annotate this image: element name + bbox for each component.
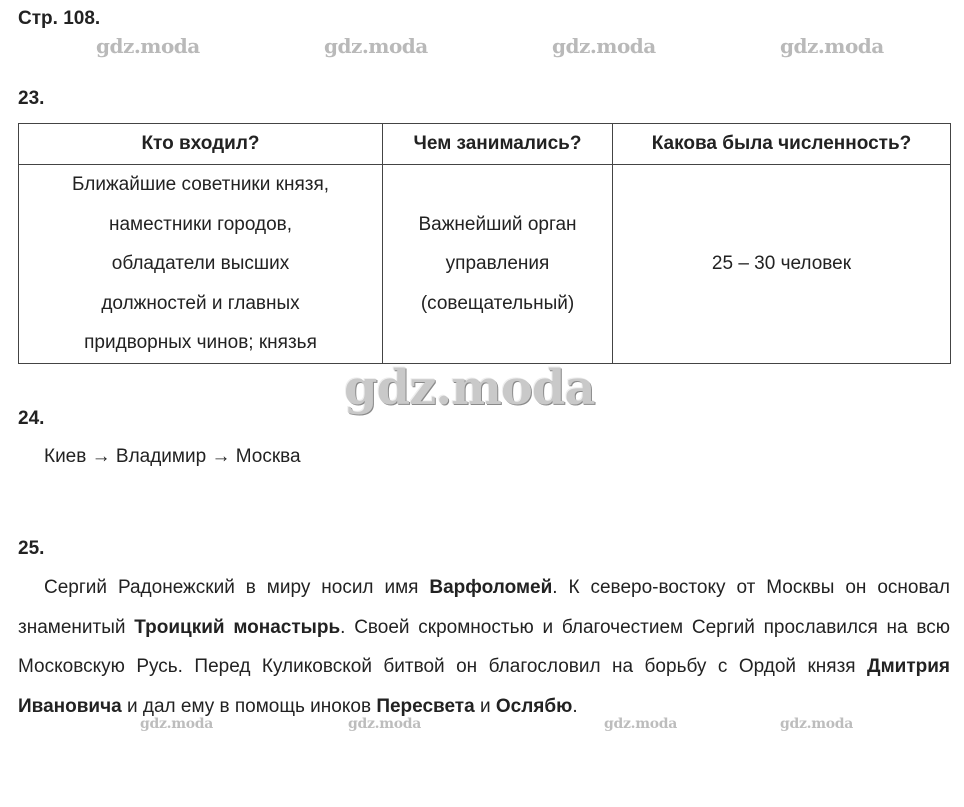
- watermark: gdz.moda: [604, 716, 678, 732]
- text-run: . Своей скромностью и благочестием Сергий прославился на всю Московскую Русь. Перед Куликовской битвой он благословил на борьбу с Ордой князя: [18, 616, 950, 677]
- cell-line: наместники городов,: [108, 213, 293, 235]
- text-run: . К северо-востоку от Москвы он основал знаменитый: [18, 577, 951, 638]
- task-25-number: 25.: [18, 538, 45, 559]
- cell-line: управления: [445, 253, 550, 275]
- table-cell-members: [19, 165, 383, 364]
- table-row: [19, 165, 951, 364]
- text-run: Сергий Радонежский в миру носил имя: [44, 577, 430, 598]
- table-cell-activity: [383, 165, 613, 364]
- task-24-answer: Киев → Владимир → Москва: [44, 446, 301, 467]
- task-25-paragraph: [18, 568, 950, 726]
- watermark: gdz.moda: [96, 34, 200, 58]
- cell-line: обладатели высших: [111, 253, 290, 275]
- watermark: gdz.moda: [348, 716, 422, 732]
- text-run: .: [572, 695, 578, 717]
- task-23-table: [18, 123, 951, 364]
- watermark: gdz.moda: [780, 34, 884, 58]
- text-run: и: [474, 695, 496, 717]
- table-header-cell: Какова была численность?: [613, 124, 951, 165]
- cell-line: должностей и главных: [101, 292, 300, 314]
- page-reference: Стр. 108.: [18, 8, 101, 29]
- bold-term: Варфоломей: [429, 577, 553, 598]
- table-cell-size: [613, 165, 951, 364]
- cell-line: Ближайшие советники князя,: [71, 174, 330, 196]
- watermark-large: gdz.moda: [344, 360, 595, 416]
- text-run: и дал ему в помощь иноков: [121, 695, 377, 717]
- bold-term: Пересвета: [376, 695, 475, 717]
- cell-line: придворных чинов; князья: [84, 332, 317, 354]
- bold-term: Троицкий монастырь: [134, 616, 341, 638]
- watermark: gdz.moda: [780, 716, 854, 732]
- cell-line: Важнейший орган: [418, 213, 577, 235]
- cell-line: (совещательный): [420, 292, 575, 314]
- watermark: gdz.moda: [140, 716, 214, 732]
- task-23-number: 23.: [18, 88, 45, 109]
- cell-line: 25 – 30 человек: [711, 253, 852, 275]
- watermark: gdz.moda: [324, 34, 428, 58]
- bold-term: Дмитрия Ивановича: [18, 656, 950, 717]
- table-header-row: [19, 124, 951, 165]
- table-header-cell: Кто входил?: [19, 124, 383, 165]
- bold-term: Ослябю: [495, 695, 573, 717]
- watermark: gdz.moda: [552, 34, 656, 58]
- task-24-number: 24.: [18, 408, 45, 429]
- table-header-cell: Чем занимались?: [383, 124, 613, 165]
